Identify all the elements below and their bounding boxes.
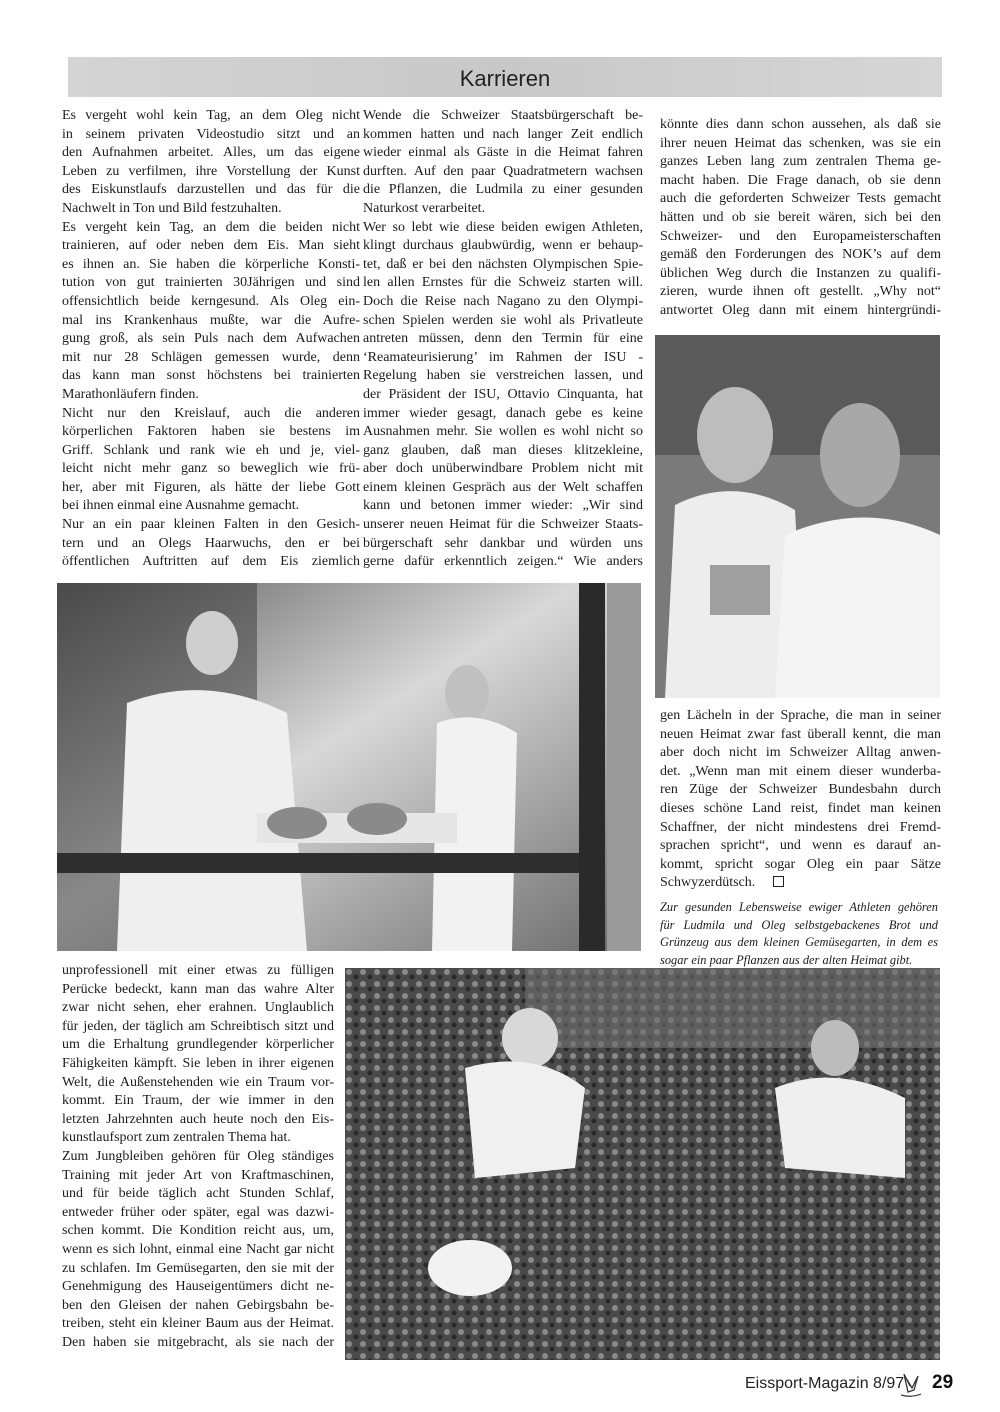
text-line-content: die Pflanzen, die Ludmila zu einer gesunden [363,182,643,198]
text-line-content: len allen Ernstes für die Schweiz starten will. [363,275,643,291]
text-line-content: gerne dafür erkenntlich zeigen.“ Wie anders [363,554,643,570]
text-line-content: Welt, die Außenstehenden wie ein Traum vor- [62,1074,334,1090]
text-line-content: Marathonläufern finden. [62,386,199,402]
text-line-content: dieses schöne Land reist, findet man keinen [660,800,941,816]
text-line-content: für jeden, der täglich am Schreibtisch sitzt und [62,1018,334,1034]
text-line-content: Nur an ein paar kleinen Falten in den Gesich- [62,517,360,533]
text-line-content: einem kleinen Gespräch aus der Welt schaffen [363,479,643,495]
text-line [660,190,941,209]
text-line-content: unserer neuen Heimat für die Schweizer Staats- [363,517,643,533]
text-line-content: auch die geforderten Schweizer Tests gemacht [660,191,941,207]
text-line [660,265,941,284]
caption-line: Grünzeug aus dem kleinen Gemüsegarten, in dem es [660,935,938,949]
text-line [62,1148,334,1167]
text-line-content: wenn es sich lohnt, einmal eine Nacht gar nicht [62,1241,334,1257]
text-line-content: den Aufnahmen arbeitet. Alles, um das eigene [62,145,360,161]
photo-vegetable-garden [345,968,940,1360]
text-line-content: Regelung haben sie verstreichen lassen, und [363,368,643,384]
text-line [62,386,360,405]
text-line [62,181,360,200]
text-line-content: bürgerschaft sehr dankbar und würden uns [363,535,643,551]
text-line-content: ren Züge der Schweizer Bundesbahn durch [660,782,941,798]
text-line-content: zieren, wurde ihnen oft gestellt. „Why not“ [660,284,941,300]
text-line [62,423,360,442]
text-line [660,209,941,228]
magazine-issue: Eissport-Magazin 8/97 [745,1375,905,1392]
text-line-content: Wer so lebt wie diese beiden ewigen Athleten, [363,219,643,235]
text-line [62,330,360,349]
text-line [62,460,360,479]
photo-bread-kitchen [57,583,641,951]
text-line-content: ‘Reamateurisierung’ im Rahmen der ISU - [363,349,643,365]
text-line [660,873,941,892]
text-line [363,107,643,126]
text-line-content: hätten und ob sie bereit wären, sich bei den [660,209,941,225]
text-line-content: Den haben sie mitgebracht, als sie nach der [62,1334,334,1350]
text-line-content: Doch die Reise nach Nagano zu den Olympi- [363,293,643,309]
text-line [62,1167,334,1186]
text-line [363,349,643,368]
text-line [62,442,360,461]
text-line [62,107,360,126]
text-line [660,302,941,321]
text-line [62,1260,334,1279]
text-line [62,1222,334,1241]
text-line-content: entweder früher oder später, egal was dazwi- [62,1204,334,1220]
text-line-content: tution von gut trainierten 30Jährigen und sind [62,275,360,291]
text-line [62,219,360,238]
text-line-content: Es vergeht kein Tag, an dem die beiden nicht [62,219,360,235]
text-line [62,1036,334,1055]
text-line-content: Perücke bedeckt, kann man das wahre Alter [62,981,334,997]
text-line-content: kann und betonen immer wieder: „Wir sind [363,498,643,514]
text-line-content: Naturkost verarbeitet. [363,200,486,216]
text-line-content: schen Spielen werden sie wohl als Privatleute [363,312,643,328]
text-line-content: treiben, steht ein kleiner Baum aus der Heimat. [62,1316,334,1332]
text-line [363,274,643,293]
text-line-content: öffentlichen Auftritten auf dem Eis ziemlich [62,554,360,570]
page-footer [700,1370,954,1400]
text-line [660,706,941,725]
text-line-content: Genehmigung des Hauseigentümers dicht ne- [62,1279,334,1295]
text-line [363,405,643,424]
text-line-content: Nachwelt in Ton und Bild festzuhalten. [62,200,282,216]
article-column-1-top [62,107,360,572]
text-line [62,237,360,256]
text-line-content: her, aber mit Figuren, als hätte der liebe Gott [62,479,360,495]
text-line [363,423,643,442]
text-line [363,237,643,256]
text-line [62,1055,334,1074]
text-line-content: Training mit jeder Art von Kraftmaschinen, [62,1167,334,1183]
text-line-content: um die Erhaltung grundlegender körperlicher [62,1037,334,1053]
text-line-content: üblichen Weg durch die Instanzen zu qualifi- [660,265,941,281]
text-line [363,497,643,516]
page-number: 29 [932,1372,954,1393]
skater-bird-logo-icon [898,1370,924,1405]
text-line [62,981,334,1000]
text-line-content: kommt. Ein Traum, der wie immer in den [62,1093,334,1109]
text-line-content: sprachen spricht“, und wenn es darauf an- [660,838,941,854]
text-line [62,1297,334,1316]
text-line-content: mal ins Krankenhaus mußte, war die Aufre- [62,312,360,328]
article-paragraph [62,219,360,405]
text-line [62,999,334,1018]
caption-line: für Ludmila und Oleg selbstgebackenes Brot und [660,917,938,932]
text-line-content: Schweizer- und den Europameisterschaften [660,228,941,244]
text-line-content: und für beide täglich acht Stunden Schlaf, [62,1186,334,1202]
text-line [62,126,360,145]
text-line [62,274,360,293]
text-line-content: mit nur 28 Schlägen gemessen wurde, denn [62,349,360,365]
text-line-content: kommt, spricht sogar Oleg ein paar Sätze [660,856,941,872]
text-line [62,535,360,554]
text-line [363,479,643,498]
text-line [62,1315,334,1334]
text-line-content: unprofessionell mit einer etwas zu fülligen [62,963,334,978]
text-line [62,962,334,981]
text-line [660,116,941,135]
text-line [62,497,360,516]
text-line-content: neuen Heimat zwar fast überall kennt, die man [660,726,941,742]
text-line-content: ben den Gleisen der nahen Gebirgsbahn be- [62,1297,334,1313]
text-line-content: des Eiskunstlaufs darzustellen und das für die [62,182,360,198]
text-line-content: klingt durchaus glaubwürdig, wenn er behaup- [363,238,643,254]
text-line [62,1018,334,1037]
text-line [363,553,643,572]
text-line [62,1334,334,1353]
text-line [363,367,643,386]
text-line-content: gung groß, als sein Puls nach dem Aufwachen [62,331,360,347]
article-end-square-icon [773,876,784,887]
article-column-1-bottom [62,962,334,1352]
text-line-content: zwar nicht sehen, eher erahnen. Unglaublich [62,1000,334,1016]
text-line-content: schen kommt. Die Kondition reicht aus, um, [62,1223,334,1239]
article-paragraph [62,107,360,219]
text-line [62,1111,334,1130]
text-line [62,405,360,424]
text-line [660,855,941,874]
text-line [62,516,360,535]
text-line [62,163,360,182]
text-line [62,1278,334,1297]
text-line-content: kommen hatten und nach langer Zeit endlich [363,126,643,142]
caption-line: sogar ein paar Pflanzen aus der alten Heimat gibt. [660,952,913,967]
text-line [660,762,941,781]
text-line-content: in seinem privaten Videostudio sitzt und an [62,126,360,142]
text-line [660,836,941,855]
text-line [62,1092,334,1111]
text-line-content: zu schlafen. Im Gemüsegarten, den sie mit der [62,1260,334,1276]
text-line [62,479,360,498]
text-line [62,349,360,368]
text-line-content: antwortet Oleg dann mit einem hintergründi- [660,302,941,318]
text-line [363,442,643,461]
text-line-content: bei ihnen einmal eine Ausnahme gemacht. [62,498,300,514]
article-paragraph [62,962,334,1148]
text-line [660,153,941,172]
text-line-content: macht haben. Die Frage danach, ob sie denn [660,172,941,188]
article-paragraph [363,219,643,572]
text-line-content: Fähigkeiten kämpft. Sie leben in ihrer eigenen [62,1055,334,1071]
text-line-content: aber doch unüberwindbare Problem nicht mit [363,461,643,477]
text-line-content: tet, daß er bei den nächsten Olympischen Spie- [363,256,643,272]
text-line [62,1129,334,1148]
text-line-content: immer wieder gesagt, danach gebe es keine [363,405,643,421]
text-line [660,818,941,837]
text-line-content: leicht nicht mehr ganz so beweglich wie frü- [62,461,360,477]
text-line-content: gen Lächeln in der Sprache, die man in seiner [660,708,941,723]
text-line [660,799,941,818]
text-line-content: Es vergeht wohl kein Tag, an dem Oleg nicht [62,108,360,123]
text-line [62,144,360,163]
text-line [62,1074,334,1093]
text-line-content: Zum Jungbleiben gehören für Oleg ständiges [62,1148,334,1164]
photo-caption [660,899,938,969]
caption-line: Zur gesunden Lebensweise ewiger Athleten gehören [660,900,938,914]
text-line-content: durften. Auf den paar Quadratmetern wachsen [363,163,643,179]
text-line-content: körperlichen Faktoren haben sie bestens im [62,424,360,440]
text-line-content: Griff. Schlank und rank wie eh und je, viel- [62,442,360,458]
text-line-content: das kann man sonst höchstens bei trainierten [62,368,360,384]
text-line [660,283,941,302]
text-line [62,367,360,386]
text-line [62,312,360,331]
text-line [363,181,643,200]
text-line [363,293,643,312]
text-line-content: wieder einmal als Gäste in die Heimat fahren [363,145,643,161]
text-line-content: ganz glauben, daß man dieses klitzekleine, [363,442,643,458]
text-line [363,535,643,554]
text-line [363,163,643,182]
text-line-content: gemäß den Forderungen des NOK’s auf dem [660,247,941,263]
text-line [660,246,941,265]
text-line-content: ihrer neuen Heimat das schenken, was sie ein [660,135,941,151]
text-line [660,172,941,191]
text-line [62,1204,334,1223]
text-line [62,293,360,312]
article-paragraph [62,405,360,517]
text-line [660,725,941,744]
text-line [660,743,941,762]
text-line-content: Wende die Schweizer Staatsbürgerschaft be- [363,108,643,123]
text-line [62,1241,334,1260]
text-line-content: aber doch nicht im Schweizer Alltag anwen- [660,745,941,761]
article-paragraph [660,116,941,321]
article-paragraph [62,1148,334,1353]
article-column-3-bottom [660,706,941,892]
text-line [363,386,643,405]
text-line [62,256,360,275]
text-line [62,1185,334,1204]
text-line-content: der Präsident der ISU, Ottavio Cinquanta, hat [363,386,643,402]
text-line-content: Leben zu verfilmen, ihre Vorstellung der Kunst [62,163,360,179]
text-line-content: trainieren, auf oder neben dem Eis. Man sieht [62,238,360,254]
text-line-content: kunstlaufsport zum zentralen Thema hat. [62,1130,291,1146]
text-line-content: letzten Jahrzehnten auch heute noch den Eis- [62,1111,334,1127]
article-column-2 [363,107,643,572]
section-header-bar [68,57,942,97]
text-line-content: könnte dies dann schon aussehen, als daß sie [660,117,941,132]
text-line-content: tern und an Olegs Haarwuchs, den er bei [62,535,360,551]
text-line [363,126,643,145]
text-line [660,228,941,247]
text-line [363,312,643,331]
text-line [363,330,643,349]
article-paragraph [363,107,643,219]
text-line [660,135,941,154]
article-paragraph [660,706,941,892]
text-line-content: Schwyzerdütsch. [660,875,756,891]
text-line-content: Ausnahmen mehr. Sie wollen es wohl nicht so [363,424,643,440]
text-line [363,144,643,163]
text-line [363,219,643,238]
text-line [660,780,941,799]
article-column-3-top [660,116,941,321]
text-line [363,200,643,219]
text-line [363,516,643,535]
text-line-content: Schaffner, der nicht mindestens drei Fremd- [660,819,941,835]
text-line-content: ganzes Leben lang zum zentralen Thema ge- [660,154,941,170]
text-line [62,553,360,572]
text-line-content: det. „Wenn man mit einem dieser wunderba- [660,763,941,779]
text-line-content: Nicht nur den Kreislauf, auch die anderen [62,405,360,421]
text-line [363,256,643,275]
text-line [62,200,360,219]
photo-couple-portrait [655,335,940,698]
text-line-content: antreten müssen, denn den Termin für eine [363,331,643,347]
article-paragraph [62,516,360,572]
section-title: Karrieren [459,66,551,91]
text-line [363,460,643,479]
text-line-content: es ihnen an. Sie haben die körperliche Konsti- [62,256,360,272]
text-line-content: offensichtlich beide kerngesund. Als Oleg ein- [62,293,360,309]
